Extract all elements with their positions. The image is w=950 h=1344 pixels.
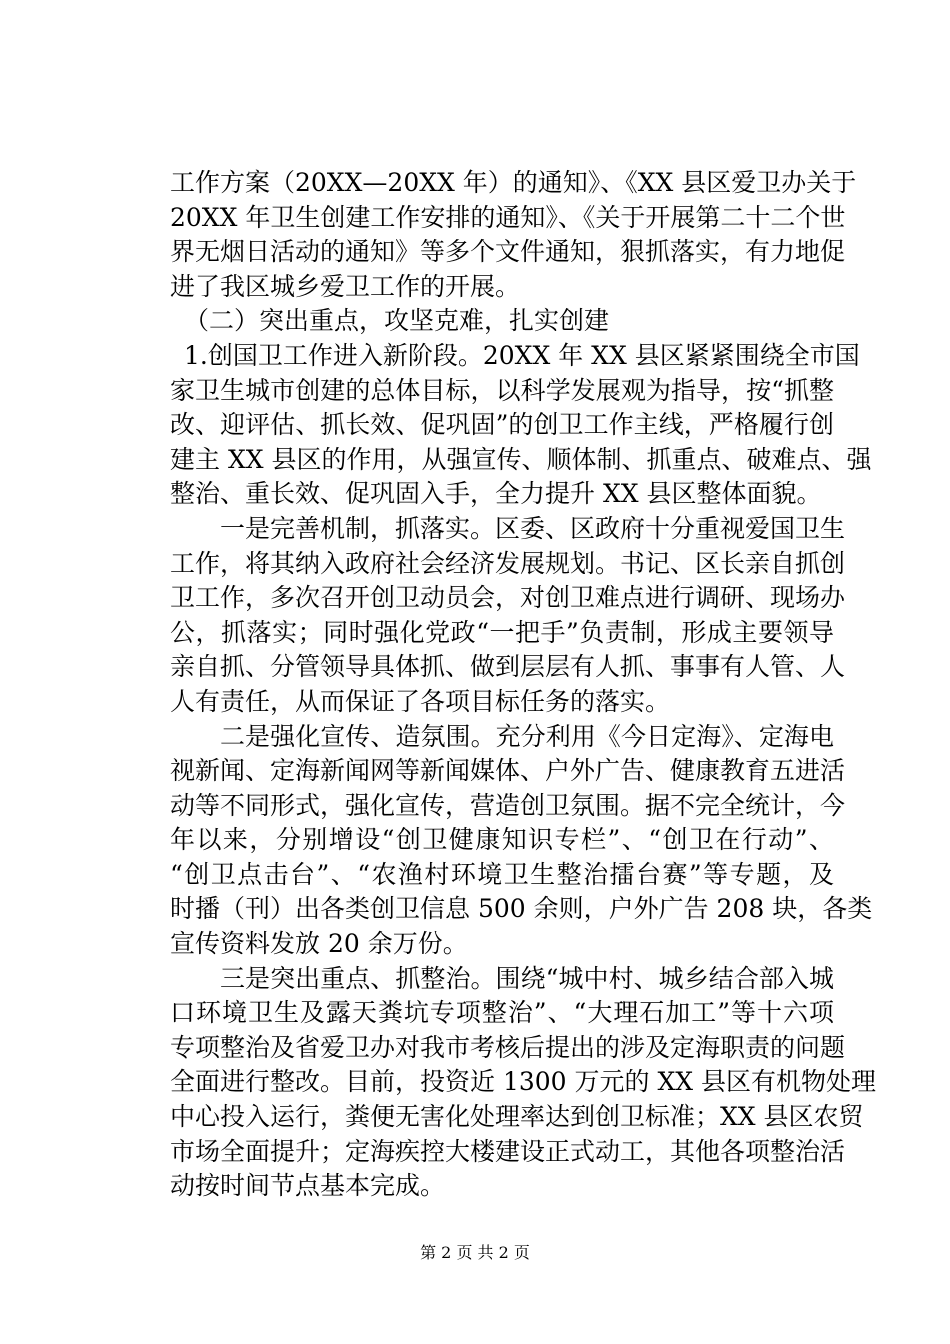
page-number: 第 2 页 共 2 页	[420, 1243, 530, 1262]
body-text	[170, 166, 877, 1204]
text-line: 整治、重长效、促巩固入手，全力提升 XX 县区整体面貌。	[170, 479, 822, 509]
text-line: 亲自抓、分管领导具体抓、做到层层有人抓、事事有人管、人	[170, 652, 846, 682]
text-line: 专项整治及省爱卫办对我市考核后提出的涉及定海职责的问题	[170, 1032, 846, 1062]
text-line: “创卫点击台”、“农渔村环境卫生整治擂台赛”等专题，及	[170, 859, 834, 889]
text-line: 全面进行整改。目前，投资近 1300 万元的 XX 县区有机物处理	[170, 1067, 877, 1097]
text-line: 视新闻、定海新闻网等新闻媒体、户外广告、健康教育五进活	[170, 756, 846, 786]
text-line: 1.创国卫工作进入新阶段。20XX 年 XX 县区紧紧围绕全市国	[184, 340, 860, 370]
text-line: 人有责任，从而保证了各项目标任务的落实。	[170, 686, 671, 716]
text-line: 三是突出重点、抓整治。围绕“城中村、城乡结合部入城	[220, 963, 834, 993]
text-line: 宣传资料发放 20 余万份。	[170, 929, 468, 959]
text-line: 家卫生城市创建的总体目标，以科学发展观为指导，按“抓整	[170, 375, 834, 405]
text-line: 年以来，分别增设“创卫健康知识专栏”、“创卫在行动”、	[170, 825, 834, 855]
text-line: 改、迎评估、抓长效、促巩固”的创卫工作主线，严格履行创	[170, 410, 834, 440]
text-line: 建主 XX 县区的作用，从强宣传、顺体制、抓重点、破难点、强	[170, 444, 872, 474]
text-line: 公，抓落实；同时强化党政“一把手”负责制，形成主要领导	[170, 617, 834, 647]
section-heading: （二）突出重点，攻坚克难，扎实创建	[184, 306, 610, 336]
text-line: 卫工作，多次召开创卫动员会，对创卫难点进行调研、现场办	[170, 583, 846, 613]
text-line: 中心投入运行，粪便无害化处理率达到创卫标准；XX 县区农贸	[170, 1102, 864, 1132]
text-line: 动等不同形式，强化宣传，营造创卫氛围。据不完全统计，今	[170, 790, 846, 820]
text-line: 界无烟日活动的通知》等多个文件通知，狠抓落实，有力地促	[170, 237, 846, 267]
text-line: 动按时间节点基本完成。	[170, 1171, 446, 1201]
text-line: 20XX 年卫生创建工作安排的通知》、《关于开展第二十二个世	[170, 202, 846, 232]
text-line: 工作方案（20XX—20XX 年）的通知》、《XX 县区爱卫办关于	[170, 168, 857, 197]
text-line: 工作，将其纳入政府社会经济发展规划。书记、区长亲自抓创	[170, 548, 846, 578]
text-line: 二是强化宣传、造氛围。充分利用《今日定海》、定海电	[220, 721, 834, 751]
text-line: 市场全面提升；定海疾控大楼建设正式动工，其他各项整治活	[170, 1136, 846, 1166]
text-line: 一是完善机制，抓落实。区委、区政府十分重视爱国卫生	[220, 513, 846, 543]
text-line: 进了我区城乡爱卫工作的开展。	[170, 271, 521, 301]
text-line: 时播（刊）出各类创卫信息 500 余则，户外广告 208 块，各类	[170, 894, 873, 924]
text-line: 口环境卫生及露天粪坑专项整治”、“大理石加工”等十六项	[170, 998, 834, 1028]
page-footer	[0, 1243, 950, 1263]
